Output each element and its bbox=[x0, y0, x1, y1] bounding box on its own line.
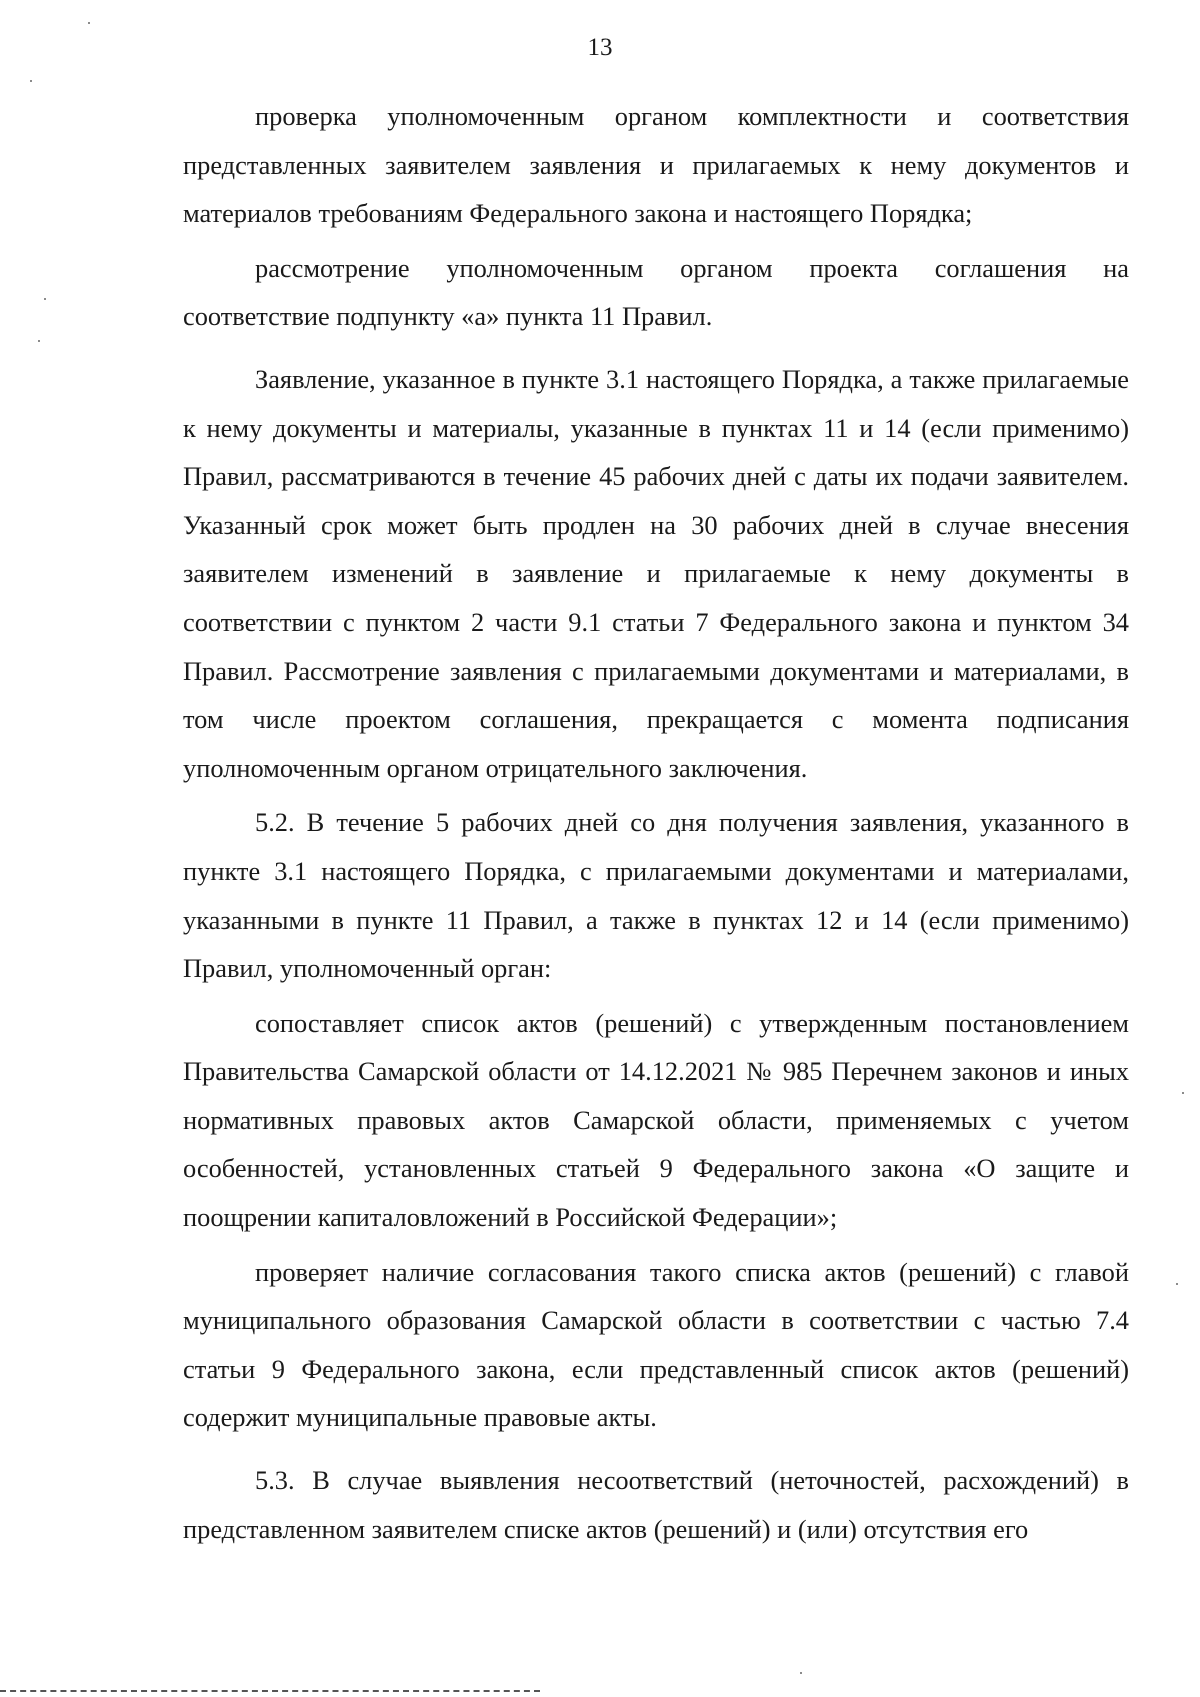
scan-speck bbox=[44, 298, 46, 300]
paragraph-compare-acts-list: сопоставляет список актов (решений) с утвержденным постановлением Правительства Самарской области от 14.12.2021 № 985 Перечнем законов и иных нормативных правовых актов Самарской области, применяемых с учетом особенностей, установленных статьей 9 Федерального закона «О защите и поощрении капиталовложений в Российской Федерации»; bbox=[183, 1007, 1129, 1233]
paragraph-clause-5-3: 5.3. В случае выявления несоответствий (неточностей, расхождений) в представленном заявителем списке актов (решений) и (или) отсутствия его bbox=[183, 1465, 1129, 1544]
bottom-scan-rule bbox=[0, 1690, 540, 1692]
paragraph-application-review-term: Заявление, указанное в пункте 3.1 настоящего Порядка, а также прилагаемые к нему документы и материалы, указанные в пунктах 11 и 14 (если применимо) Правил, рассматриваются в течение 45 рабочих дней с даты их подачи заявителем. Указанный срок может быть продлен на 30 рабочих дней в случае внесения заявителем изменений в заявление и прилагаемые к нему документы в соответствии с пунктом 2 части 9.1 статьи 7 Федерального закона и пунктом 34 Правил. Рассмотрение заявления с прилагаемыми документами и материалами, в том числе проектом соглашения, прекращается с момента подписания уполномоченным органом отрицательного заключения. bbox=[183, 363, 1129, 783]
paragraph-check-approval: проверяет наличие согласования такого списка актов (решений) с главой муниципального образования Самарской области в соответствии с частью 7.4 статьи 9 Федерального закона, если представленный список актов (решений) содержит муниципальные правовые акты. bbox=[183, 1256, 1129, 1433]
paragraph-clause-5-2: 5.2. В течение 5 рабочих дней со дня получения заявления, указанного в пункте 3.1 настоящего Порядка, с прилагаемыми документами и материалами, указанными в пункте 11 Правил, а также в пунктах 12 и 14 (если применимо) Правил, уполномоченный орган: bbox=[183, 807, 1129, 984]
page-number: 13 bbox=[587, 34, 613, 61]
scan-speck bbox=[88, 22, 90, 24]
scan-speck bbox=[38, 340, 40, 342]
scan-speck bbox=[1182, 1092, 1184, 1094]
paragraph-agreement-review: рассмотрение уполномоченным органом проекта соглашения на соответствие подпункту «а» пункта 11 Правил. bbox=[183, 252, 1129, 332]
scan-speck bbox=[30, 80, 32, 82]
document-body bbox=[183, 92, 1129, 1553]
scan-speck bbox=[1176, 1283, 1178, 1285]
scan-speck bbox=[800, 1672, 802, 1674]
paragraph-completeness-check: проверка уполномоченным органом комплектности и соответствия представленных заявителем заявления и прилагаемых к нему документов и материалов требованиям Федерального закона и настоящего Порядка; bbox=[183, 101, 1129, 229]
